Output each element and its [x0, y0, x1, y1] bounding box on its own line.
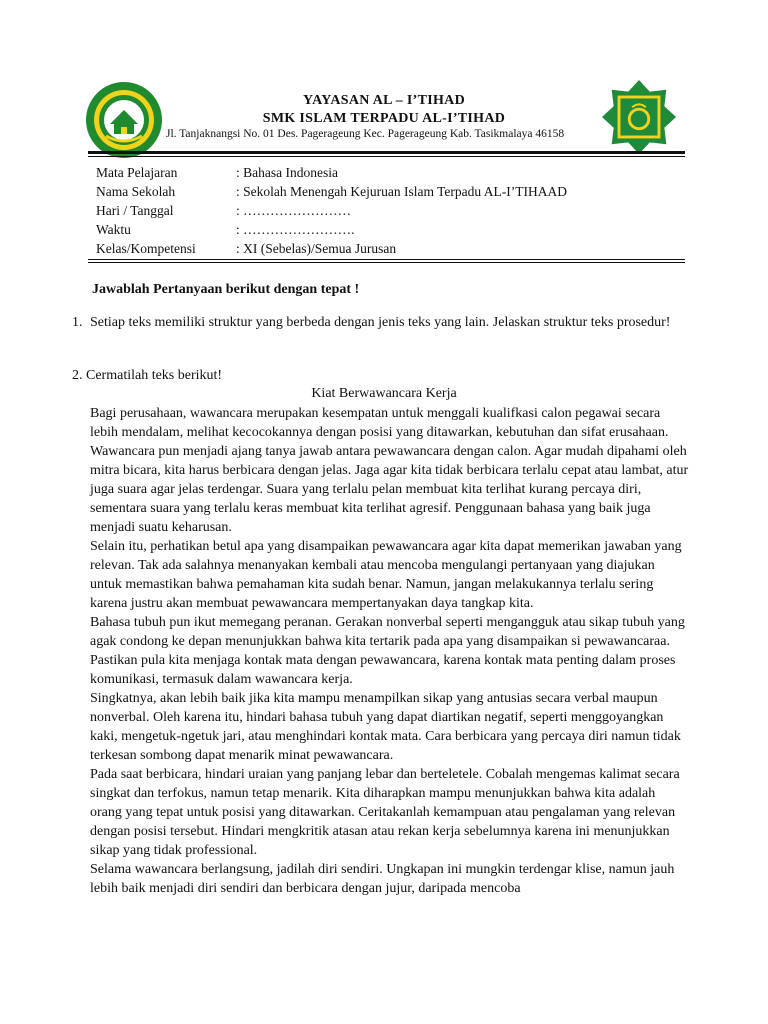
islamic-octagon-emblem-icon [600, 78, 678, 156]
header-divider-thin [88, 156, 685, 157]
info-label: Kelas/Kompetensi [96, 241, 196, 256]
article-title: Kiat Berwawancara Kerja [311, 386, 457, 401]
article-paragraph: Selain itu, perhatikan betul apa yang disampaikan pewawancara agar kita dapat memerikan jawaban yang relevan. Tak ada salahnya menanyakan kembali atau mencoba mengulangi pertanyaan yang diajukan untuk memastikan bahwa pemahaman kita sudah benar. Namun, jangan melakukannya terlalu sering karena justru akan membuat pewawancara mempertanyakan daya tangkap kita. [90, 539, 682, 611]
article-paragraph: Selama wawancara berlangsung, jadilah diri sendiri. Ungkapan ini mungkin terdengar klise, namun jauh lebih baik menjadi diri sendiri dan berbicara dengan jujur, daripada mencoba [90, 862, 675, 896]
article-paragraph: Bagi perusahaan, wawancara merupakan kesempatan untuk menggali kualifkasi calon pegawai secara lebih mendalam, melihat kecocokannya dengan posisi yang ditawarkan, kebutuhan dan sifat erusahaan. Wawancara pun menjadi ajang tanya jawab antara pewawancara dengan calon. Agar mudah dipahami oleh mitra bicara, kita harus berbicara dengan jelas. Jaga agar kita tidak berbicara terlalu cepat atau lambat, atur juga suara agar jelas terdengar. Suara yang terlalu pelan membuat kita terlihat kurang percaya diri, sementara suara yang terlalu keras membuat kita terlihat agresif. Penggunaan bahasa yang baik juga menjadi suatu keharusan. [90, 406, 689, 535]
article-paragraph: Pada saat berbicara, hindari uraian yang panjang lebar dan berteletele. Cobalah mengemas kalimat secara singkat dan terfokus, namun tetap menarik. Kita diharapkan mampu menunjukkan bahwa kita adalah orang yang tepat untuk posisi yang ditawarkan. Ceritakanlah kemampuan atau pengalaman yang relevan dengan posisi tersebut. Hindari mengkritik atasan atau rekan kerja sebelumnya karena ini menunjukkan sikap yang tidak professional. [90, 767, 680, 858]
info-row [88, 239, 685, 258]
letterhead [0, 0, 768, 160]
instruction: Jawablah Pertanyaan berikut dengan tepat ! [92, 282, 360, 297]
info-row [88, 220, 685, 239]
info-row [88, 201, 685, 220]
info-label: Mata Pelajaran [96, 165, 178, 180]
info-value: : ……………………. [236, 222, 355, 237]
question-1 [72, 313, 682, 332]
article-body [90, 404, 690, 898]
info-value: : Bahasa Indonesia [236, 165, 338, 180]
school-name: SMK ISLAM TERPADU AL-I’TIHAD [262, 111, 506, 126]
question-number: 2. [72, 368, 83, 383]
info-value: : …………………… [236, 203, 352, 218]
header-divider-thick [88, 151, 685, 154]
school-address: Jl. Tanjaknangsi No. 01 Des. Pagerageung Kec. Pagerageung Kab. Tasikmalaya 46158 [166, 128, 565, 140]
exam-info-table [88, 163, 685, 258]
info-row [88, 182, 685, 201]
article-paragraph: Singkatnya, akan lebih baik jika kita mampu menampilkan sikap yang antusias secara verbal maupun nonverbal. Oleh karena itu, hindari bahasa tubuh yang dapat diartikan negatif, seperti menggoyangkan kaki, mengetuk-ngetuk jari, atau menghindari kontak mata. Cara berbicara yang percaya diri namun tidak terkesan sombong dapat menarik minat pewawancara. [90, 691, 681, 763]
info-value: : Sekolah Menengah Kejuruan Islam Terpadu AL-I’TIHAAD [236, 184, 567, 199]
question-text: Cermatilah teks berikut! [86, 368, 223, 383]
info-row [88, 163, 685, 182]
article-paragraph: Bahasa tubuh pun ikut memegang peranan. Gerakan nonverbal seperti mengangguk atau sikap tubuh yang agak condong ke depan menunjukkan bahwa kita tertarik pada apa yang disampaikan si pewawancaraa. Pastikan pula kita menjaga kontak mata dengan pewawancara, karena kontak mata penting dalam proses komunikasi, termasuk dalam wawancara kerja. [90, 615, 685, 687]
info-divider [88, 259, 685, 263]
info-label: Nama Sekolah [96, 184, 176, 199]
info-label: Hari / Tanggal [96, 203, 174, 218]
question-2 [72, 368, 222, 384]
question-text: Setiap teks memiliki struktur yang berbeda dengan jenis teks yang lain. Jelaskan struktur teks prosedur! [90, 315, 671, 330]
info-label: Waktu [96, 222, 131, 237]
question-number: 1. [72, 315, 83, 330]
info-value: : XI (Sebelas)/Semua Jurusan [236, 241, 397, 256]
foundation-name: YAYASAN AL – I’TIHAD [302, 93, 465, 108]
